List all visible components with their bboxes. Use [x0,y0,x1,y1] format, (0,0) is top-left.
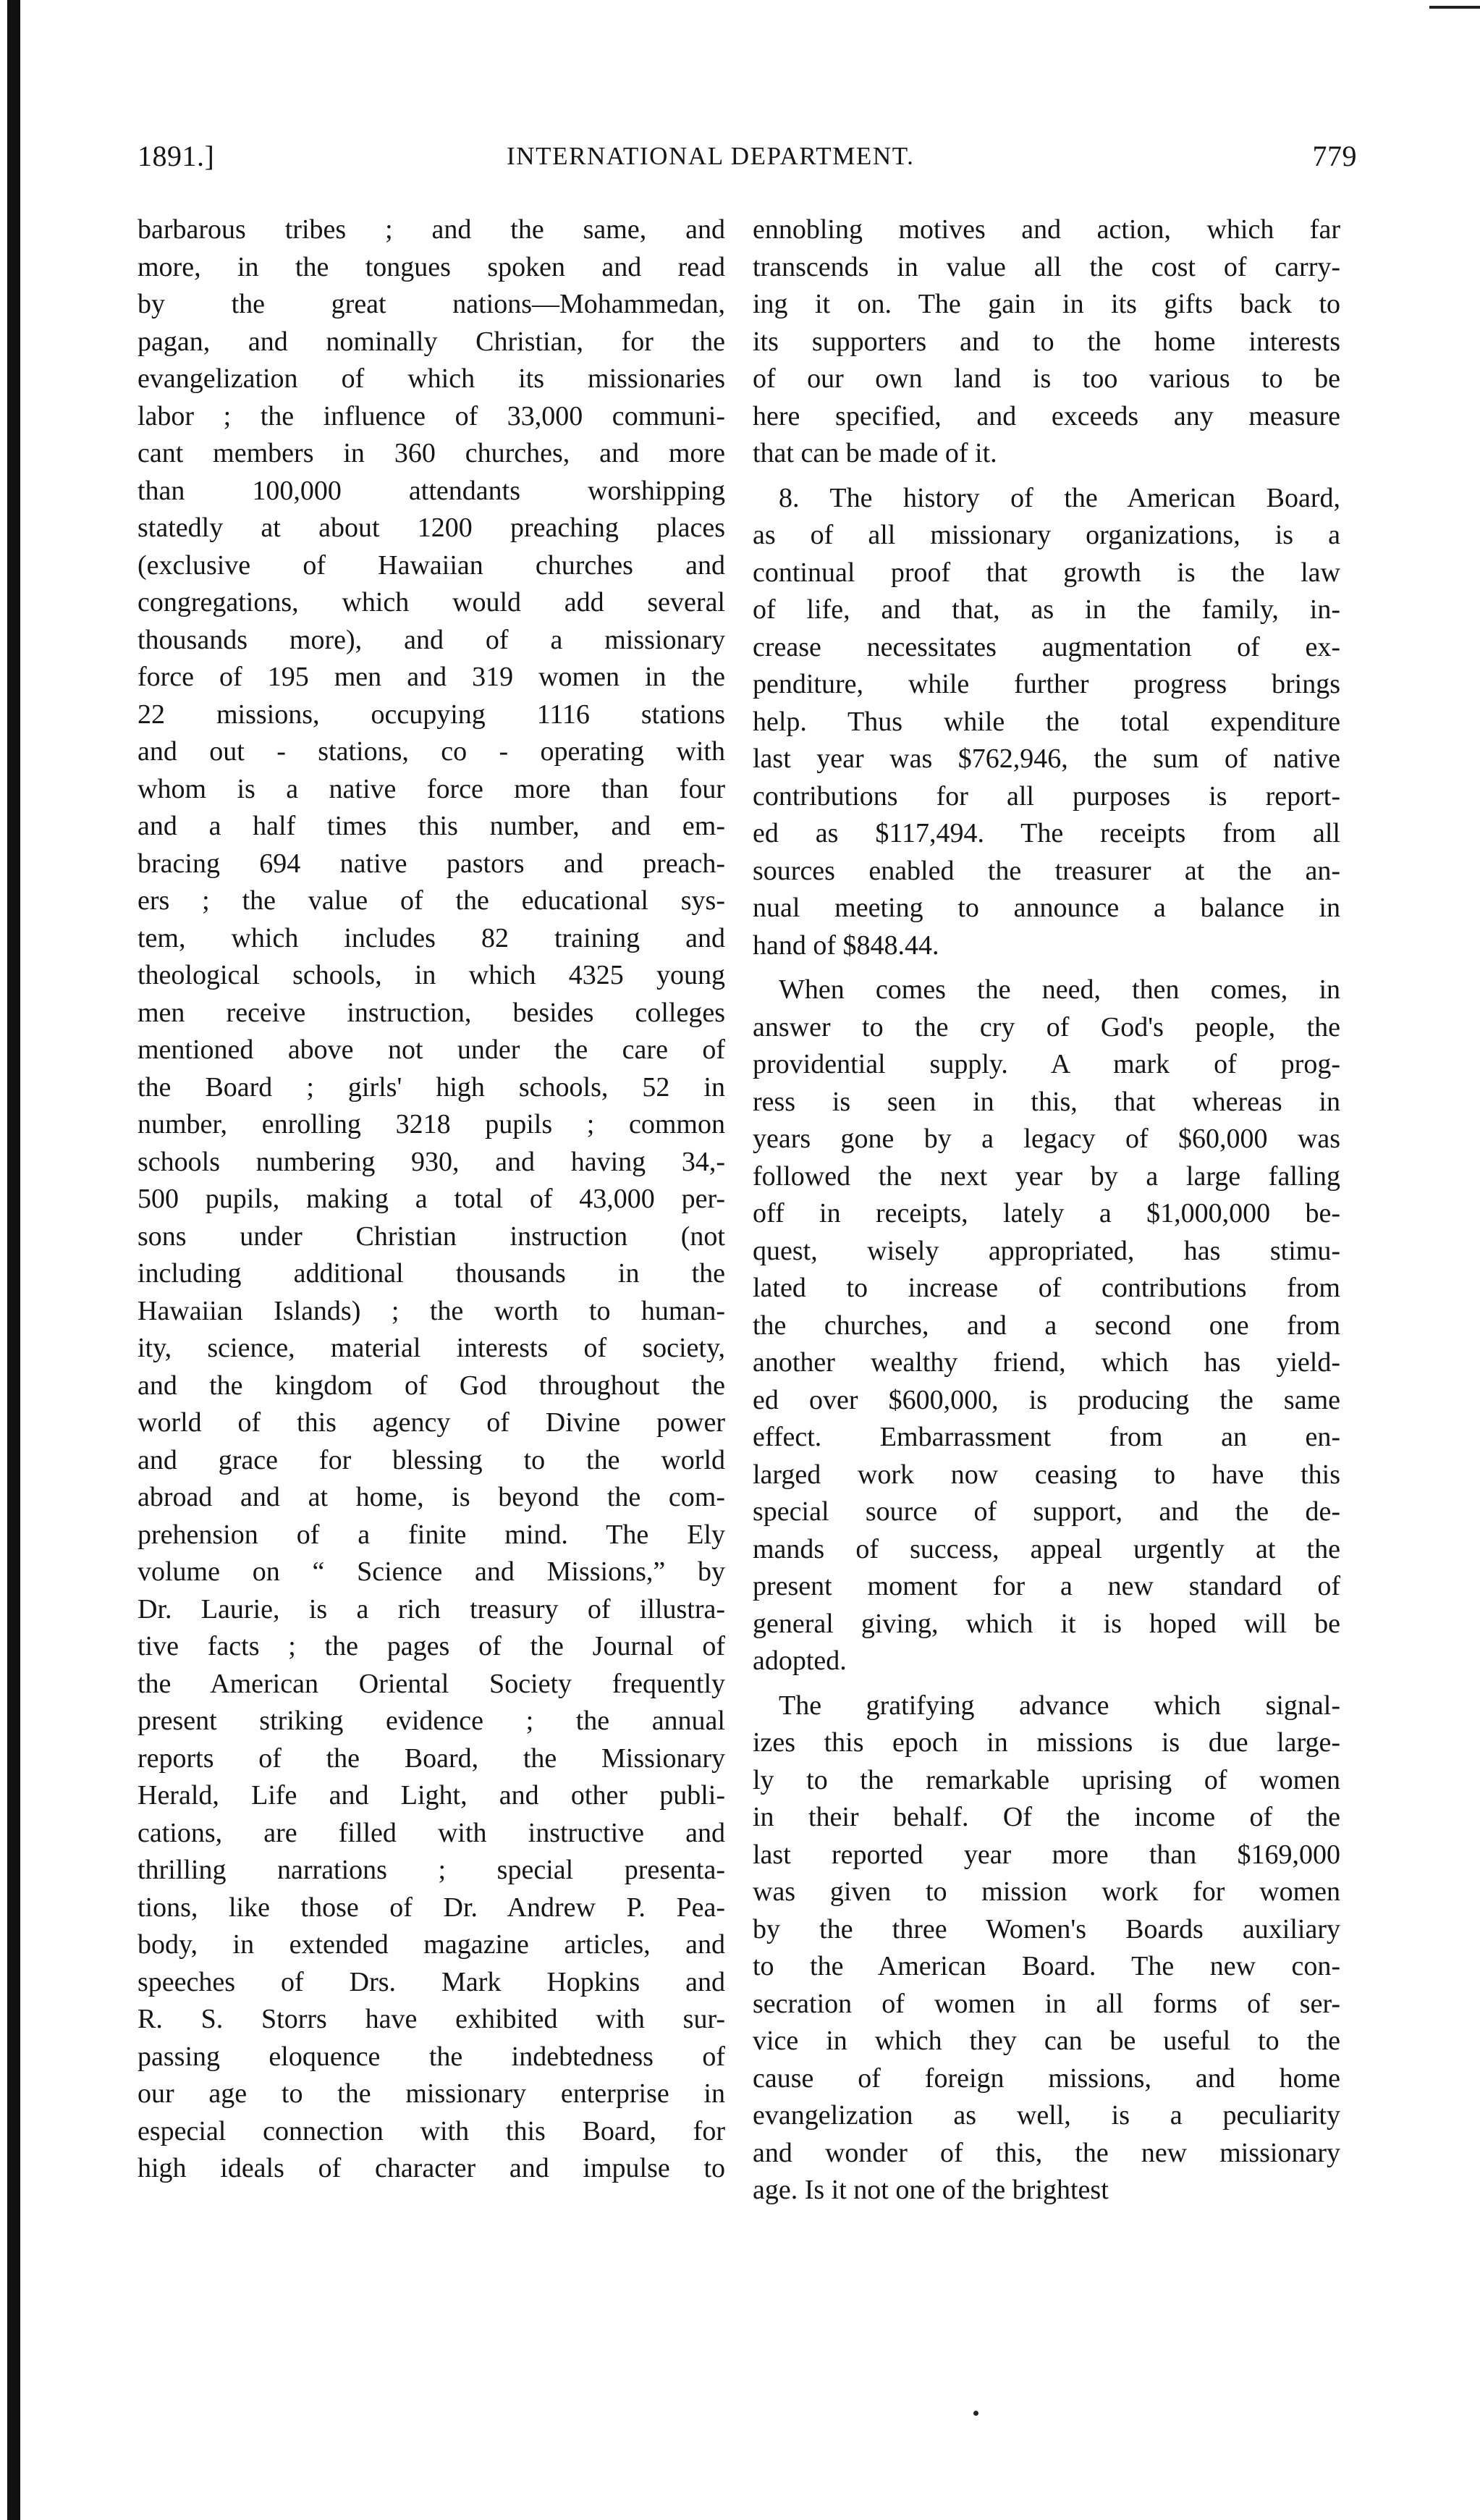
text-line: providential supply. A mark of prog- [753,1049,1340,1079]
text-line: of our own land is too various to be [753,363,1340,394]
text-line: help. Thus while the total expenditure [753,706,1340,737]
text-line: Dr. Laurie, is a rich treasury of illustra- [138,1593,725,1624]
text-line: and a half times this number, and em- [138,811,725,841]
text-line: ers ; the value of the educational sys- [138,885,725,916]
text-line: force of 195 men and 319 women in the [138,662,725,692]
text-line: R. S. Storrs have exhibited with sur- [138,2004,725,2034]
text-line: evangelization as well, is a peculiarity [753,2100,1340,2131]
text-line: tions, like those of Dr. Andrew P. Pea- [138,1892,725,1923]
text-line: tive facts ; the pages of the Journal of [138,1631,725,1661]
text-line: ity, science, material interests of society, [138,1333,725,1363]
text-line: statedly at about 1200 preaching places [138,513,725,543]
text-line: followed the next year by a large falling [753,1160,1340,1192]
text-line: was given to mission work for women [753,1876,1340,1907]
text-line: quest, wisely appropriated, has stimu- [753,1235,1340,1266]
text-line: high ideals of character and impulse to [138,2153,725,2183]
text-line: special source of support, and the de- [753,1496,1340,1527]
text-line: thousands more), and of a missionary [138,624,725,655]
stray-mark [973,2411,978,2416]
text-line: whom is a native force more than four [138,773,725,804]
text-line: age. Is it not one of the brightest [753,2175,1109,2205]
text-line: 500 pupils, making a total of 43,000 per- [138,1184,725,1214]
text-line: ed as $117,494. The receipts from all [753,818,1340,848]
paragraph [753,480,1340,965]
text-line: contributions for all purposes is report- [753,780,1340,812]
text-line: and grace for blessing to the world [138,1444,725,1475]
text-line: schools numbering 930, and having 34,- [138,1146,725,1177]
corner-mark [1429,6,1480,9]
text-line: our age to the missionary enterprise in [138,2078,725,2109]
text-line: evangelization of which its missionaries [138,363,725,394]
left-column [138,211,725,2188]
header-department: INTERNATIONAL DEPARTMENT. [507,142,915,170]
text-line: general giving, which it is hoped will be [753,1608,1340,1639]
text-line: and the kingdom of God throughout the [138,1370,725,1401]
text-line: by the three Women's Boards auxiliary [753,1913,1340,1944]
text-line: than 100,000 attendants worshipping [138,475,725,506]
text-line: Hawaiian Islands) ; the worth to human- [138,1295,725,1326]
paragraph-gap [753,1680,1340,1687]
text-line: last reported year more than $169,000 [753,1839,1340,1870]
paragraph [753,211,1340,473]
text-line: thrilling narrations ; special presenta- [138,1855,725,1885]
header-year: 1891.] [138,140,215,172]
text-line: that can be made of it. [753,438,997,468]
text-line: answer to the cry of God's people, the [753,1011,1340,1042]
text-line: the American Oriental Society frequently [138,1668,725,1699]
text-line: bracing 694 native pastors and preach- [138,848,725,879]
right-column [753,211,1340,2209]
text-line: years gone by a legacy of $60,000 was [753,1124,1340,1154]
text-line: labor ; the influence of 33,000 communi- [138,400,725,431]
running-head [138,139,1357,182]
text-line: speeches of Drs. Mark Hopkins and [138,1966,725,1997]
page-number: 779 [1312,140,1357,172]
paragraph [753,972,1340,1680]
text-line: cations, are filled with instructive and [138,1817,725,1848]
text-line: prehension of a finite mind. The Ely [138,1519,725,1550]
text-line: passing eloquence the indebtedness of [138,2041,725,2072]
text-line: another wealthy friend, which has yield- [753,1347,1340,1378]
text-line: men receive instruction, besides colleges [138,997,725,1028]
text-line: present moment for a new standard of [753,1571,1340,1601]
text-line: abroad and at home, is beyond the com- [138,1482,725,1512]
text-line: lated to increase of contributions from [753,1273,1340,1303]
text-line: crease necessitates augmentation of ex- [753,631,1340,662]
text-line: 8. The history of the American Board, [779,482,1340,513]
text-line: effect. Embarrassment from an en- [753,1422,1340,1452]
binding-edge [7,0,20,2520]
text-line: of life, and that, as in the family, in- [753,594,1340,625]
text-line: penditure, while further progress brings [753,669,1340,699]
text-line: mentioned above not under the care of [138,1034,725,1065]
text-line: number, enrolling 3218 pupils ; common [138,1109,725,1139]
text-line: secration of women in all forms of ser- [753,1988,1340,2019]
text-line: cause of foreign missions, and home [753,2062,1340,2094]
text-line: off in receipts, lately a $1,000,000 be- [753,1198,1340,1229]
text-line: pagan, and nominally Christian, for the [138,326,725,357]
text-line: transcends in value all the cost of carry- [753,251,1340,282]
text-line: sons under Christian instruction (not [138,1221,725,1252]
text-line: hand of $848.44. [753,930,939,961]
text-line: especial connection with this Board, for [138,2115,725,2146]
text-line: volume on “ Science and Missions,” by [138,1556,725,1587]
text-line: When comes the need, then comes, in [779,974,1340,1005]
text-line: izes this epoch in missions is due large- [753,1727,1340,1758]
text-line: ing it on. The gain in its gifts back to [753,289,1340,319]
text-line: here specified, and exceeds any measure [753,400,1340,431]
text-line: continual proof that growth is the law [753,557,1340,588]
text-line: world of this agency of Divine power [138,1407,725,1438]
text-line: including additional thousands in the [138,1258,725,1289]
text-line: Herald, Life and Light, and other publi- [138,1780,725,1811]
text-line: body, in extended magazine articles, and [138,1929,725,1960]
text-line: mands of success, appeal urgently at the [753,1533,1340,1564]
text-line: to the American Board. The new con- [753,1951,1340,1981]
text-line: adopted. [753,1645,847,1676]
text-line: congregations, which would add several [138,587,725,618]
paragraph-gap [753,473,1340,480]
text-line: and wonder of this, the new missionary [753,2137,1340,2168]
text-line: tem, which includes 82 training and [138,922,725,953]
text-line: barbarous tribes ; and the same, and [138,214,725,245]
text-line: ly to the remarkable uprising of women [753,1764,1340,1795]
text-line: last year was $762,946, the sum of native [753,743,1340,774]
text-line: ed over $600,000, is producing the same [753,1384,1340,1415]
text-line: and out - stations, co - operating with [138,736,725,767]
text-line: theological schools, in which 4325 young [138,960,725,990]
text-line: as of all missionary organizations, is a [753,520,1340,550]
paragraph-gap [753,964,1340,972]
text-line: The gratifying advance which signal- [779,1690,1340,1721]
text-line: 22 missions, occupying 1116 stations [138,699,725,730]
text-line: reports of the Board, the Missionary [138,1742,725,1774]
text-line: (exclusive of Hawaiian churches and [138,549,725,581]
text-line: sources enabled the treasurer at the an- [753,855,1340,886]
text-line: the churches, and a second one from [753,1310,1340,1341]
text-line: cant members in 360 churches, and more [138,438,725,468]
text-line: by the great nations—Mohammedan, [138,289,725,319]
text-line: its supporters and to the home interests [753,326,1340,357]
text-line: the Board ; girls' high schools, 52 in [138,1071,725,1103]
paragraph [753,1687,1340,2209]
text-line: more, in the tongues spoken and read [138,251,725,282]
text-line: in their behalf. Of the income of the [753,1802,1340,1832]
text-line: larged work now ceasing to have this [753,1459,1340,1490]
text-line: vice in which they can be useful to the [753,2026,1340,2056]
text-line: ress is seen in this, that whereas in [753,1086,1340,1117]
text-line: nual meeting to announce a balance in [753,893,1340,923]
text-line: ennobling motives and action, which far [753,214,1340,245]
text-line: present striking evidence ; the annual [138,1706,725,1736]
